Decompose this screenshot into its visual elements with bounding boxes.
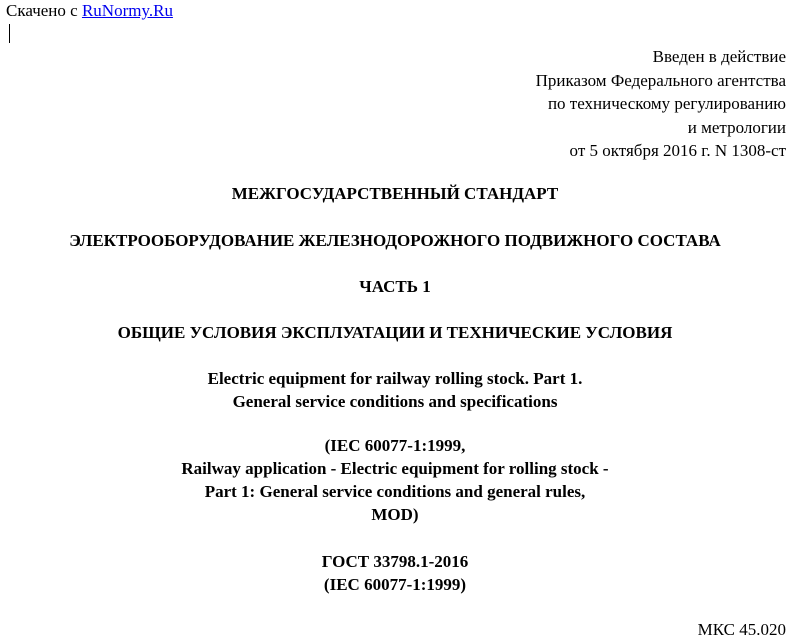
- mks-code: МКС 45.020: [697, 620, 786, 639]
- subtitle-heading-text: ОБЩИЕ УСЛОВИЯ ЭКСПЛУАТАЦИИ И ТЕХНИЧЕСКИЕ УСЛОВИЯ: [117, 323, 673, 342]
- enactment-line: по техническому регулированию: [547, 94, 786, 113]
- standard-designation: [0, 550, 790, 596]
- interstate-standard-heading: [0, 182, 790, 205]
- iec-reference-line: MOD): [371, 505, 419, 524]
- document-title: [0, 229, 790, 252]
- english-title: [0, 367, 790, 413]
- gost-number: ГОСТ 33798.1-2016: [321, 552, 469, 571]
- subtitle-heading: [0, 321, 790, 344]
- english-title-line: Electric equipment for railway rolling stock. Part 1.: [207, 369, 583, 388]
- text-cursor: [9, 24, 10, 43]
- source-line: [6, 1, 173, 21]
- source-prefix: Скачено с: [6, 1, 82, 20]
- iec-reference-line: (IEC 60077-1:1999,: [324, 436, 466, 455]
- enactment-line: Введен в действие: [652, 47, 786, 66]
- enactment-line: от 5 октября 2016 г. N 1308-ст: [569, 141, 786, 160]
- part-heading: [0, 275, 790, 298]
- enactment-line: Приказом Федерального агентства: [535, 70, 786, 90]
- document-title-text: ЭЛЕКТРООБОРУДОВАНИЕ ЖЕЛЕЗНОДОРОЖНОГО ПОДВИЖНОГО СОСТАВА: [69, 231, 721, 250]
- enactment-line: и метрологии: [687, 117, 786, 137]
- interstate-standard-text: МЕЖГОСУДАРСТВЕННЫЙ СТАНДАРТ: [231, 184, 559, 203]
- iec-reference-line: Part 1: General service conditions and general rules,: [204, 482, 586, 501]
- english-title-line: General service conditions and specifications: [232, 392, 558, 411]
- enactment-block: [536, 45, 786, 163]
- source-link[interactable]: RuNormy.Ru: [81, 1, 173, 20]
- iec-reference-line: Railway application - Electric equipment for rolling stock -: [181, 459, 609, 478]
- iec-number: (IEC 60077-1:1999): [323, 575, 467, 594]
- iec-reference: [0, 434, 790, 526]
- part-heading-text: ЧАСТЬ 1: [359, 277, 431, 296]
